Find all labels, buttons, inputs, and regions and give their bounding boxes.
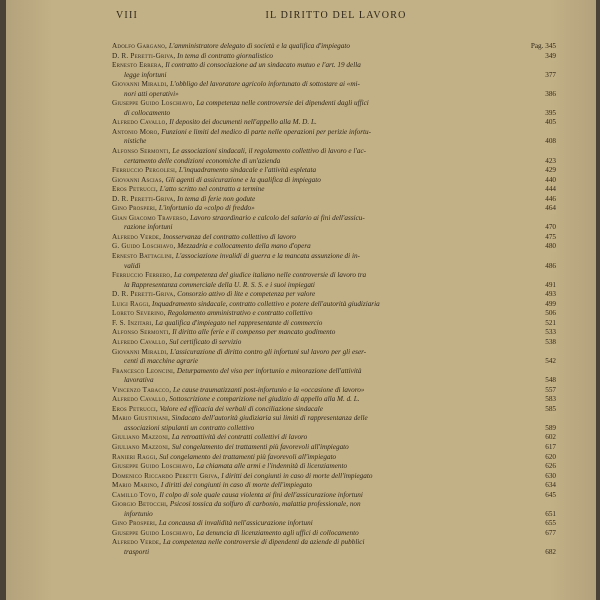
entry-title: La denuncia di licenziamento agli uffici di collocamento — [196, 528, 359, 537]
entry-title: Consorzio attivo di lite e competenza per valore — [177, 290, 316, 299]
entry-page-number: 620 — [542, 453, 556, 463]
entry-title: Funzioni e limiti del medico di parte nelle operazioni per perizie infortu- — [161, 127, 372, 136]
entry-title: L'atto scritto nel contratto a termine — [159, 185, 265, 194]
toc-entry — [112, 405, 556, 415]
toc-entry — [112, 42, 556, 52]
entry-page-number: 464 — [542, 204, 556, 214]
entry-author: Alfredo Cavallo, — [112, 395, 168, 404]
entry-author: Alfonso Sermonti, — [112, 147, 171, 156]
entry-author: D. R. Peretti-Griva, — [112, 51, 176, 60]
entry-title: La competenza nelle controversie di dipendenti da aziende di pubblici — [162, 538, 365, 547]
entry-author: Ferruccio Ferrero, — [112, 271, 173, 280]
entry-author: Giuliano Mazzoni, — [112, 433, 171, 442]
toc-entry — [112, 538, 556, 548]
entry-author: Giuseppe Guido Loschiavo, — [112, 462, 195, 471]
running-title: IL DIRITTO DEL LAVORO — [265, 10, 407, 21]
entry-author: Vincenzo Tabacco, — [112, 385, 172, 394]
entry-title: certamento delle condizioni economiche di un'azienda — [124, 156, 281, 165]
toc-entry — [112, 147, 556, 157]
entry-page-number: 386 — [542, 90, 556, 100]
entry-title: la Rappresentanza commerciale della U. R. S. S. e i suoi impiegati — [124, 280, 315, 289]
toc-entry — [112, 137, 556, 147]
toc-entry — [112, 166, 556, 176]
toc-entry — [112, 510, 556, 520]
toc-entry — [112, 281, 556, 291]
entry-author: Alfredo Cavallo, — [112, 337, 168, 346]
entry-title: Gli agenti di assicurazione e la qualifica di impiegato — [165, 175, 321, 184]
entry-page-number: 583 — [542, 395, 556, 405]
entry-author: Francesco Leoncini, — [112, 366, 176, 375]
entry-page-number: 585 — [542, 405, 556, 415]
toc-entry — [112, 290, 556, 300]
entry-title: Inquadramento sindacale, contratto collettivo e potere dell'autorità giudiziaria — [152, 299, 380, 308]
entry-title: La competenza del giudice italiano nelle controversie di lavoro tra — [174, 271, 367, 280]
entry-page-number: 521 — [542, 319, 556, 329]
toc-entry — [112, 262, 556, 272]
toc-entry — [112, 223, 556, 233]
entry-page-number: 630 — [542, 472, 556, 482]
entry-author: Ranieri Raggi, — [112, 452, 158, 461]
toc-entry — [112, 118, 556, 128]
entry-title: Deturpamento del viso per infortunio e minorazione dell'attività — [176, 366, 362, 375]
entry-title: L'inquadramento sindacale e l'attività espletata — [178, 166, 317, 175]
toc-entry — [112, 328, 556, 338]
entry-page-number: 493 — [542, 290, 556, 300]
entry-title: La retroattività dei contratti collettivi di lavoro — [171, 433, 308, 442]
entry-page-number: 475 — [542, 233, 556, 243]
entry-title: lavorativa — [124, 376, 154, 385]
entry-author: Gino Prosperi, — [112, 519, 158, 528]
entry-title: Inosservanza del contratto collettivo di lavoro — [162, 232, 296, 241]
running-head — [116, 10, 556, 24]
entry-page-number: 444 — [542, 185, 556, 195]
toc-entry — [112, 376, 556, 386]
entry-page-number: 589 — [542, 424, 556, 434]
entry-author: Mario Giustiniani, — [112, 414, 170, 423]
entry-title: infortunio — [124, 509, 153, 518]
toc-entry — [112, 462, 556, 472]
entry-page-number: 405 — [542, 118, 556, 128]
entry-title: Il deposito dei documenti nell'appello alla M. D. L. — [169, 118, 317, 127]
entry-page-number: 408 — [542, 137, 556, 147]
entry-page-number: 440 — [542, 176, 556, 186]
entry-title: validi — [124, 261, 141, 270]
entry-title: Le cause traumatizzanti post-infortunio e la «occasione di lavoro» — [173, 385, 365, 394]
entry-title: trasporti — [124, 547, 150, 556]
entry-page-number: 470 — [542, 223, 556, 233]
entry-title: Psicosi tossica da solfuro di carbonio, malattia professionale, non — [169, 500, 361, 509]
entry-author: F. S. Inzitari, — [112, 318, 154, 327]
entry-title: nori atti operativi» — [124, 89, 179, 98]
entry-title: Il diritto alle ferie e il compenso per mancato godimento — [172, 328, 336, 337]
toc-entry — [112, 204, 556, 214]
entry-page-number: 480 — [542, 242, 556, 252]
entry-title: La chiamata alle armi e l'indennità di licenziamento — [196, 462, 348, 471]
entry-title: L'infortunio da «colpo di freddo» — [158, 204, 255, 213]
entry-title: Sul certificato di servizio — [169, 337, 242, 346]
entry-title: Sottoscrizione e comparizione nel giudizio di appello alla M. d. L. — [169, 395, 360, 404]
entry-page-number: 506 — [542, 309, 556, 319]
entry-page-number: 617 — [542, 443, 556, 453]
entry-author: Ernesto Battaglini, — [112, 252, 174, 261]
toc-entry — [112, 357, 556, 367]
entry-author: Alfonso Sermonti, — [112, 328, 171, 337]
entry-title: La qualifica d'impiegato nel rappresentante di commercio — [155, 318, 323, 327]
entry-author: Alfredo Cavallo, — [112, 118, 168, 127]
table-of-contents — [112, 42, 556, 558]
entry-title: L'amministratore delegato di società e la qualifica d'impiegato — [168, 42, 350, 50]
entry-author: Adolfo Gargano, — [112, 42, 168, 50]
entry-author: Ernesto Errera, — [112, 61, 164, 70]
toc-entry — [112, 300, 556, 310]
entry-author: Luigi Raggi, — [112, 299, 151, 308]
entry-page-number: 349 — [542, 52, 556, 62]
entry-author: D. R. Peretti-Griva, — [112, 194, 176, 203]
entry-author: Giorgio Betocchi, — [112, 500, 169, 509]
entry-title: I diritti dei congiunti in caso di morte dell'impiegato — [160, 481, 313, 490]
entry-page-number: 634 — [542, 481, 556, 491]
toc-entry — [112, 252, 556, 262]
toc-entry — [112, 309, 556, 319]
entry-title: associazioni stipulanti un contratto collettivo — [124, 423, 255, 432]
entry-title: nistiche — [124, 137, 147, 146]
entry-title: L'associazione invalidi di guerra e la mancata assunzione di in- — [175, 252, 360, 261]
entry-title: di collocamento — [124, 108, 171, 117]
entry-author: Giuliano Mazzoni, — [112, 442, 171, 451]
toc-entry — [112, 195, 556, 205]
entry-title: La concausa di invalidità nell'assicurazione infortuni — [158, 519, 313, 528]
toc-entry — [112, 214, 556, 224]
toc-entry — [112, 52, 556, 62]
toc-entry — [112, 185, 556, 195]
toc-entry — [112, 80, 556, 90]
entry-author: Alfredo Verde, — [112, 538, 162, 547]
toc-entry — [112, 242, 556, 252]
entry-title: Valore ed efficacia dei verbali di conciliazione sindacale — [159, 404, 323, 413]
entry-page-number: 499 — [542, 300, 556, 310]
toc-entry — [112, 529, 556, 539]
entry-author: Giuseppe Guido Loschiavo, — [112, 528, 195, 537]
entry-page-number: 395 — [542, 109, 556, 119]
toc-entry — [112, 386, 556, 396]
toc-entry — [112, 71, 556, 81]
toc-entry — [112, 367, 556, 377]
entry-author: Giovanni Miraldi, — [112, 347, 169, 356]
toc-entry — [112, 481, 556, 491]
entry-page-number: 655 — [542, 519, 556, 529]
entry-title: centi di macchine agrarie — [124, 357, 199, 366]
entry-title: Le associazioni sindacali, il regolamento collettivo di lavoro e l'ac- — [172, 147, 367, 156]
entry-author: Giovanni Miraldi, — [112, 80, 169, 89]
toc-entry — [112, 128, 556, 138]
entry-page-number: 548 — [542, 376, 556, 386]
entry-author: Ferruccio Pergolesi, — [112, 166, 178, 175]
entry-title: L'obbligo del lavoratore agricolo infortunato di sottostare ai «mi- — [170, 80, 360, 89]
entry-title: Lavoro straordinario e calcolo del salario ai fini dell'assicu- — [190, 213, 365, 222]
entry-title: Il colpo di sole quale causa violenta ai fini dell'assicurazione infortuni — [159, 490, 363, 499]
entry-author: Domenico Riccardo Peretti Griva, — [112, 471, 220, 480]
entry-page-number: Pag. 345 — [528, 42, 556, 52]
entry-title: Sul congelamento dei trattamenti più favorevoli all'impiegato — [171, 442, 349, 451]
entry-title: Sul congelamento dei trattamenti più favorevoli all'impiegato — [159, 452, 337, 461]
toc-entry — [112, 491, 556, 501]
entry-author: G. Guido Loschiavo, — [112, 242, 176, 251]
entry-page-number: 602 — [542, 433, 556, 443]
entry-page-number: 682 — [542, 548, 556, 558]
entry-author: Eros Petrucci, — [112, 185, 158, 194]
entry-page-number: 557 — [542, 386, 556, 396]
toc-entry — [112, 453, 556, 463]
toc-entry — [112, 319, 556, 329]
entry-title: Il contratto di consociazione ad un sindacato mutuo e l'art. 19 della — [165, 61, 361, 70]
entry-page-number: 429 — [542, 166, 556, 176]
entry-page-number: 377 — [542, 71, 556, 81]
entry-title: Regolamento amministrativo e contratto collettivo — [167, 309, 313, 318]
toc-entry — [112, 433, 556, 443]
entry-author: Gino Prosperi, — [112, 204, 158, 213]
entry-author: Gian Giacomo Traverso, — [112, 213, 189, 222]
entry-author: D. R. Peretti-Griva, — [112, 290, 176, 299]
toc-entry — [112, 176, 556, 186]
entry-page-number: 626 — [542, 462, 556, 472]
page-number: VIII — [116, 10, 139, 21]
toc-entry — [112, 348, 556, 358]
entry-page-number: 677 — [542, 529, 556, 539]
entry-title: L'assicurazione di diritto contro gli infortuni sul lavoro per gli eser- — [170, 347, 367, 356]
toc-entry — [112, 424, 556, 434]
entry-title: In tema di contratto giornalistico — [177, 51, 273, 60]
entry-author: Alfredo Verde, — [112, 232, 162, 241]
entry-page-number: 538 — [542, 338, 556, 348]
entry-page-number: 542 — [542, 357, 556, 367]
entry-page-number: 533 — [542, 328, 556, 338]
toc-entry — [112, 443, 556, 453]
entry-title: In tema di ferie non godute — [177, 194, 256, 203]
toc-entry — [112, 500, 556, 510]
entry-author: Giovanni Ascias, — [112, 175, 164, 184]
entry-title: I diritti dei congiunti in caso di morte dell'impiegato — [221, 471, 373, 480]
toc-entry — [112, 61, 556, 71]
toc-entry — [112, 548, 556, 558]
toc-entry — [112, 90, 556, 100]
entry-page-number: 446 — [542, 195, 556, 205]
toc-entry — [112, 519, 556, 529]
entry-page-number: 423 — [542, 157, 556, 167]
entry-title: legge infortuni — [124, 70, 167, 79]
toc-entry — [112, 157, 556, 167]
entry-title: razione infortuni — [124, 223, 173, 232]
entry-author: Loreto Severino, — [112, 309, 166, 318]
entry-author: Antonio Moro, — [112, 127, 160, 136]
entry-author: Mario Marino, — [112, 481, 160, 490]
entry-page-number: 651 — [542, 510, 556, 520]
entry-title: Sindacato dell'autorità giudiziaria sui limiti di rappresentanza delle — [171, 414, 368, 423]
entry-author: Camillo Tovo, — [112, 490, 158, 499]
toc-entry — [112, 414, 556, 424]
entry-author: Giuseppe Guido Loschiavo, — [112, 99, 195, 108]
entry-page-number: 491 — [542, 281, 556, 291]
toc-entry — [112, 233, 556, 243]
entry-author: Eros Petrucci, — [112, 404, 158, 413]
entry-title: Mezzadria e collocamento della mano d'opera — [177, 242, 311, 251]
toc-entry — [112, 271, 556, 281]
toc-entry — [112, 338, 556, 348]
entry-title: La competenza nelle controversie dei dipendenti dagli uffici — [196, 99, 369, 108]
entry-page-number: 486 — [542, 262, 556, 272]
toc-entry — [112, 472, 556, 482]
toc-entry — [112, 99, 556, 109]
toc-entry — [112, 395, 556, 405]
book-page — [6, 0, 596, 600]
entry-page-number: 645 — [542, 491, 556, 501]
toc-entry — [112, 109, 556, 119]
